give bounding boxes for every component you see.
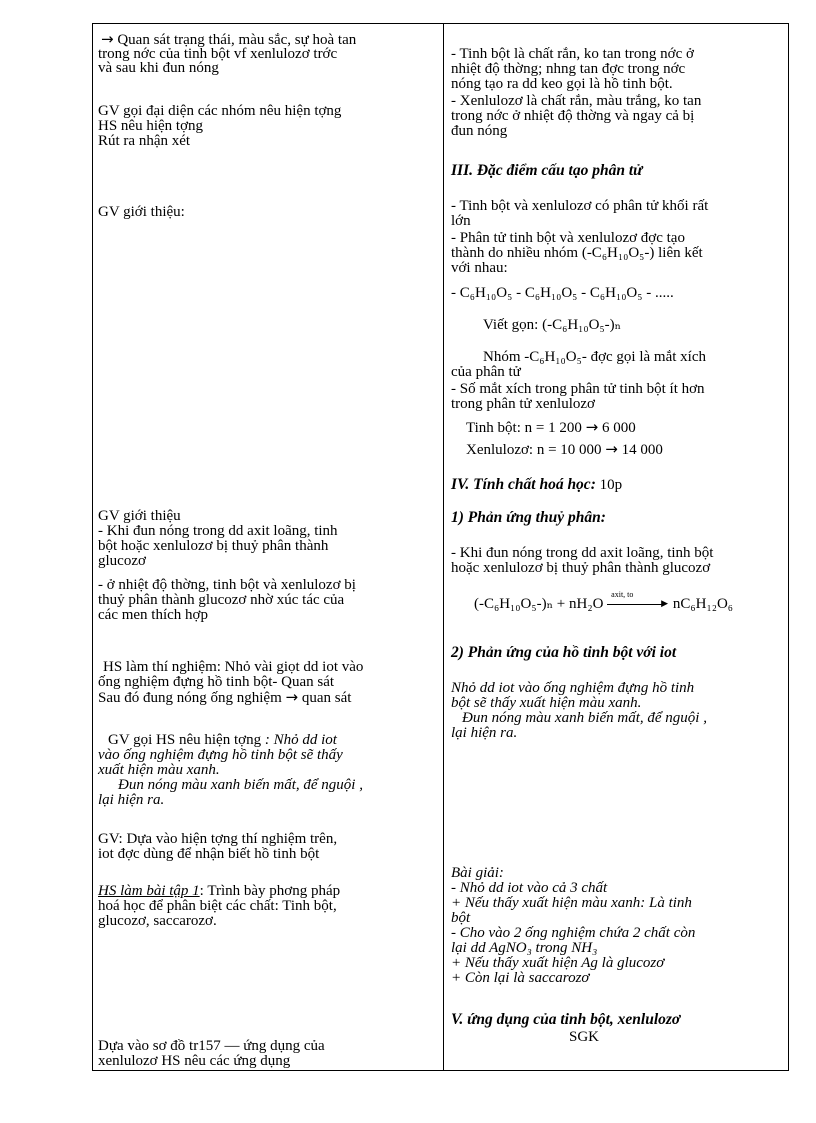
right-line-2: nhiệt độ thờng; nhng tan đợc trong nớc: [451, 61, 686, 77]
subheading-iodine: 2) Phản ứng của hồ tinh bột với iot: [451, 644, 677, 661]
right-line-12: - C₆H₁₀O₅ - C₆H₁₀O₅ - C₆H₁₀O₅ - .....: [451, 285, 674, 301]
section-heading-5: V. ứng dụng của tinh bột, xenlulozơ: [451, 1011, 681, 1028]
left-line-8: GV giới thiệu: [98, 508, 181, 524]
right-line-28: + Nếu thấy xuất hiện màu xanh: Là tinh: [451, 895, 692, 911]
left-line-25: HS làm bài tập 1: Trình bày phơng pháp: [98, 883, 341, 899]
right-line-4: - Xenlulozơ là chất rắn, màu trắng, ko tan: [451, 93, 702, 109]
left-line-18: GV gọi HS nêu hiện tợng : Nhỏ dd iot: [108, 732, 337, 748]
left-line-2: trong nớc của tinh bột vf xenlulozơ trớc: [98, 46, 338, 62]
right-line-23: bột sẽ thấy xuất hiện màu xanh.: [451, 695, 642, 711]
right-line-3: nóng tạo ra dd keo gọi là hồ tinh bột.: [451, 76, 673, 92]
right-line-31: lại dd AgNO₃ trong NH₃: [451, 940, 598, 956]
left-line-14: các men thích hợp: [98, 607, 208, 623]
arrow-icon: →: [605, 440, 618, 458]
right-line-32: + Nếu thấy xuất hiện Ag là glucozơ: [451, 955, 665, 971]
right-line-18: Tinh bột: n = 1 200 → 6 000: [466, 418, 636, 436]
right-line-10: thành do nhiều nhóm (-C₆H₁₀O₅-) liên kết: [451, 245, 703, 261]
left-line-22: lại hiện ra.: [98, 792, 165, 808]
left-line-15: HS làm thí nghiệm: Nhỏ vài giọt dd iot vào: [103, 659, 364, 675]
right-line-9: - Phân tử tinh bột và xenlulozơ đợc tạo: [451, 230, 685, 246]
right-line-22: Nhỏ dd iot vào ống nghiệm đựng hồ tinh: [451, 680, 695, 696]
column-divider: [443, 23, 444, 1071]
left-line-23: GV: Dựa vào hiện tợng thí nghiệm trên,: [98, 831, 338, 847]
right-line-20: - Khi đun nóng trong dd axit loãng, tinh bột: [451, 545, 714, 561]
left-line-6: Rút ra nhận xét: [98, 133, 191, 149]
left-line-19: vào ống nghiệm đựng hồ tinh bột sẽ thấy: [98, 747, 343, 763]
left-line-7: GV giới thiệu:: [98, 204, 185, 220]
left-line-5: HS nêu hiện tợng: [98, 118, 204, 134]
reaction-arrow-icon: axit, to ▶: [607, 598, 669, 612]
left-line-16: ống nghiệm đựng hồ tinh bột- Quan sát: [98, 674, 335, 690]
right-line-14: Nhóm -C₆H₁₀O₅- đợc gọi là mắt xích: [483, 349, 706, 365]
right-line-8: lớn: [451, 213, 471, 229]
left-line-26: hoá học để phân biệt các chất: Tinh bột,: [98, 898, 337, 914]
right-line-30: - Cho vào 2 ống nghiệm chứa 2 chất còn: [451, 925, 696, 941]
right-line-33: + Còn lại là saccarozơ: [451, 970, 590, 986]
left-line-1: → Quan sát trạng thái, màu sắc, sự hoà tan: [101, 30, 357, 48]
left-line-10: bột hoặc xenlulozơ bị thuỷ phân thành: [98, 538, 329, 554]
right-line-16: - Số mắt xích trong phân tử tinh bột ít hơn: [451, 381, 705, 397]
subheading-hydrolysis: 1) Phản ứng thuỷ phân:: [451, 509, 606, 526]
right-line-27: - Nhỏ dd iot vào cả 3 chất: [451, 880, 608, 896]
left-line-13: thuỷ phân thành glucozơ nhờ xúc tác của: [98, 592, 345, 608]
right-line-7: - Tinh bột và xenlulozơ có phân tử khối rất: [451, 198, 709, 214]
right-line-11: với nhau:: [451, 260, 508, 276]
arrow-icon: →: [101, 30, 114, 48]
right-line-21: hoặc xenlulozơ bị thuỷ phân thành glucozơ: [451, 560, 711, 576]
left-line-28: Dựa vào sơ đồ tr157 — ứng dụng của: [98, 1038, 325, 1054]
left-line-29: xenlulozơ HS nêu các ứng dụng: [98, 1053, 291, 1069]
left-line-3: và sau khi đun nóng: [98, 60, 219, 76]
section-heading-4: IV. Tính chất hoá học: 10p: [451, 476, 623, 493]
left-line-9: - Khi đun nóng trong dd axit loãng, tinh: [98, 523, 338, 539]
right-line-34: SGK: [569, 1029, 600, 1045]
left-line-24: iot đợc dùng để nhận biết hồ tinh bột: [98, 846, 320, 862]
right-line-6: đun nóng: [451, 123, 508, 139]
arrow-icon: →: [285, 688, 299, 706]
right-line-13: Viết gọn: (-C₆H₁₀O₅-)ₙ: [483, 317, 622, 333]
right-line-1: - Tinh bột là chất rắn, ko tan trong nớc ở: [451, 46, 694, 62]
right-line-5: trong nớc ở nhiệt độ thờng và ngay cả bị: [451, 108, 695, 124]
section-heading-3: III. Đặc điểm cấu tạo phân tử: [451, 162, 643, 179]
right-line-15: của phân tử: [451, 364, 521, 380]
left-line-27: glucozơ, saccarozơ.: [98, 913, 217, 929]
left-line-11: glucozơ: [98, 553, 146, 569]
hydrolysis-equation: (-C₆H₁₀O₅-)ₙ + nH₂O axit, to ▶ nC₆H₁₂O₆: [474, 589, 734, 612]
arrow-icon: →: [585, 418, 599, 436]
left-line-21: Đun nóng màu xanh biến mất, để nguội ,: [118, 777, 363, 793]
left-line-20: xuất hiện màu xanh.: [98, 762, 220, 778]
left-line-12: - ở nhiệt độ thờng, tinh bột và xenlulozơ bị: [98, 577, 356, 593]
right-line-17: trong phân tử xenlulozơ: [451, 396, 595, 412]
right-line-24: Đun nóng màu xanh biến mất, để nguội ,: [462, 710, 707, 726]
right-line-29: bột: [451, 910, 471, 926]
left-line-4: GV gọi đại diện các nhóm nêu hiện tợng: [98, 103, 342, 119]
right-line-19: Xenlulozơ: n = 10 000 → 14 000: [466, 440, 663, 458]
right-line-26: Bài giải:: [451, 865, 504, 881]
right-line-25: lại hiện ra.: [451, 725, 518, 741]
left-line-17: Sau đó đung nóng ống nghiệm → quan sát: [98, 688, 352, 706]
